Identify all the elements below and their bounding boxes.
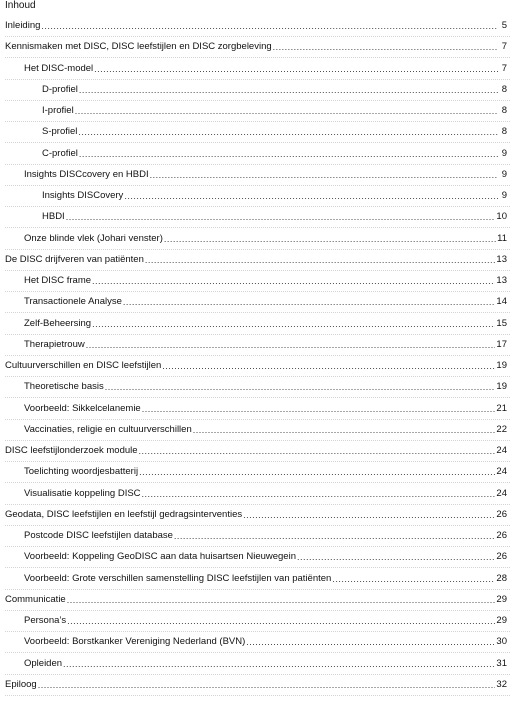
row-separator	[5, 482, 510, 483]
toc-entry[interactable]	[24, 403, 507, 415]
row-separator	[5, 142, 510, 143]
toc-entry[interactable]	[24, 63, 507, 75]
toc-entry[interactable]	[42, 148, 507, 160]
toc-entry-label: Visualisatie koppeling DISC	[24, 488, 141, 499]
toc-entry[interactable]	[24, 296, 507, 308]
toc-entry-label: Persona’s	[24, 615, 67, 626]
row-separator	[5, 270, 510, 271]
toc-entry-page-number: 30	[496, 636, 507, 647]
toc-entry-page-number: 9	[501, 190, 507, 201]
toc-entry-label: Zelf-Beheersing	[24, 318, 92, 329]
row-separator	[5, 610, 510, 611]
row-separator	[5, 355, 510, 356]
toc-entry[interactable]	[42, 211, 507, 223]
dot-leader	[67, 615, 495, 627]
dot-leader	[145, 254, 496, 266]
toc-entry[interactable]	[5, 360, 507, 372]
toc-entry-label: HBDI	[42, 211, 65, 222]
toc-entry-label: C-profiel	[42, 148, 78, 159]
toc-entry[interactable]	[24, 636, 507, 648]
toc-entry-page-number: 21	[496, 403, 507, 414]
dot-leader	[139, 466, 495, 478]
toc-entry-page-number: 15	[496, 318, 507, 329]
toc-entry[interactable]	[24, 573, 507, 585]
row-separator	[5, 440, 510, 441]
toc-entry[interactable]	[24, 530, 507, 542]
dot-leader	[246, 636, 495, 648]
toc-entry[interactable]	[24, 318, 507, 330]
toc-entry-page-number: 29	[496, 594, 507, 605]
dot-leader	[75, 105, 498, 117]
toc-entry-label: Onze blinde vlek (Johari venster)	[24, 233, 163, 244]
row-separator	[5, 461, 510, 462]
dot-leader	[63, 658, 495, 670]
toc-entry-label: Transactionele Analyse	[24, 296, 122, 307]
dot-leader	[86, 339, 496, 351]
dot-leader	[92, 275, 495, 287]
toc-entry-page-number: 7	[501, 41, 507, 52]
toc-entry-label: Geodata, DISC leefstijlen en leefstijl gedragsinterventies	[5, 509, 243, 520]
toc-entry-label: Insights DISCcovery en HBDI	[24, 169, 149, 180]
toc-entry[interactable]	[24, 233, 507, 245]
toc-entry[interactable]	[24, 275, 507, 287]
toc-entry-label: DISC leefstijlonderzoek module	[5, 445, 138, 456]
row-separator	[5, 57, 510, 58]
toc-entry[interactable]	[24, 658, 507, 670]
toc-entry-label: Therapietrouw	[24, 339, 85, 350]
toc-entry-page-number: 8	[501, 126, 507, 137]
dot-leader	[124, 190, 498, 202]
toc-entry[interactable]	[5, 679, 507, 691]
dot-leader	[38, 679, 496, 691]
dot-leader	[94, 63, 498, 75]
toc-entry-page-number: 26	[496, 530, 507, 541]
toc-entry[interactable]	[5, 445, 507, 457]
toc-entry[interactable]	[24, 488, 507, 500]
toc-entry-label: Vaccinaties, religie en cultuurverschillen	[24, 424, 192, 435]
toc-entry-page-number: 31	[496, 658, 507, 669]
toc-entry-page-number: 32	[496, 679, 507, 690]
dot-leader	[139, 445, 496, 457]
toc-entry-page-number: 5	[501, 20, 507, 31]
toc-entry-label: Kennismaken met DISC, DISC leefstijlen en DISC zorgbeleving	[5, 41, 272, 52]
toc-entry-page-number: 11	[497, 233, 507, 244]
dot-leader	[332, 573, 495, 585]
dot-leader	[78, 126, 498, 138]
row-separator	[5, 79, 510, 80]
toc-entry[interactable]	[24, 169, 507, 181]
toc-entry-page-number: 8	[501, 105, 507, 116]
dot-leader	[105, 381, 496, 393]
row-separator	[5, 504, 510, 505]
toc-entry-label: De DISC drijfveren van patiënten	[5, 254, 144, 265]
toc-entry-page-number: 13	[496, 254, 507, 265]
dot-leader	[193, 424, 496, 436]
toc-entry-label: Postcode DISC leefstijlen database	[24, 530, 173, 541]
toc-entry[interactable]	[24, 551, 507, 563]
row-separator	[5, 121, 510, 122]
toc-entry-page-number: 10	[496, 211, 507, 222]
toc-entry-label: D-profiel	[42, 84, 78, 95]
toc-entry[interactable]	[24, 381, 507, 393]
toc-entry-page-number: 19	[496, 360, 507, 371]
dot-leader	[174, 530, 496, 542]
toc-entry-label: Het DISC frame	[24, 275, 92, 286]
toc-entry-label: Communicatie	[5, 594, 66, 605]
toc-entry-label: Insights DISCovery	[42, 190, 124, 201]
toc-entry[interactable]	[5, 20, 507, 32]
dot-leader	[243, 509, 495, 521]
row-separator	[5, 249, 510, 250]
row-separator	[5, 334, 510, 335]
toc-entry-page-number: 22	[496, 424, 507, 435]
toc-entry-label: Inleiding	[5, 20, 41, 31]
row-separator	[5, 100, 510, 101]
dot-leader	[164, 233, 496, 245]
toc-entry-label: Toelichting woordjesbatterij	[24, 466, 139, 477]
toc-entry-label: Voorbeeld: Koppeling GeoDISC aan data huisartsen Nieuwegein	[24, 551, 296, 562]
toc-entry-label: Het DISC-model	[24, 63, 94, 74]
row-separator	[5, 546, 510, 547]
toc-entry[interactable]	[5, 254, 507, 266]
toc-entry-page-number: 24	[496, 488, 507, 499]
row-separator	[5, 36, 510, 37]
toc-entry[interactable]	[42, 84, 507, 96]
toc-entry-label: Voorbeeld: Sikkelcelanemie	[24, 403, 141, 414]
row-separator	[5, 589, 510, 590]
row-separator	[5, 631, 510, 632]
toc-entry[interactable]	[42, 190, 507, 202]
dot-leader	[142, 488, 496, 500]
toc-entry-label: S-profiel	[42, 126, 78, 137]
dot-leader	[150, 169, 498, 181]
toc-entry[interactable]	[24, 424, 507, 436]
row-separator	[5, 206, 510, 207]
dot-leader	[41, 20, 498, 32]
row-separator	[5, 674, 510, 675]
toc-entry[interactable]	[42, 126, 507, 138]
row-separator	[5, 376, 510, 377]
toc-entry[interactable]	[24, 339, 507, 351]
toc-entry-label: Opleiden	[24, 658, 63, 669]
dot-leader	[142, 403, 496, 415]
toc-title: Inhoud	[5, 0, 36, 11]
toc-entry-page-number: 24	[496, 445, 507, 456]
row-separator	[5, 291, 510, 292]
toc-entry-page-number: 29	[496, 615, 507, 626]
toc-entry-label: Cultuurverschillen en DISC leefstijlen	[5, 360, 162, 371]
toc-entry-label: Theoretische basis	[24, 381, 104, 392]
toc-entry-page-number: 28	[496, 573, 507, 584]
row-separator	[5, 419, 510, 420]
dot-leader	[273, 41, 498, 53]
toc-entry-page-number: 14	[496, 296, 507, 307]
toc-entry-label: Voorbeeld: Grote verschillen samenstelling DISC leefstijlen van patiënten	[24, 573, 332, 584]
dot-leader	[297, 551, 495, 563]
toc-entry-page-number: 8	[501, 84, 507, 95]
toc-entry-label: Epiloog	[5, 679, 37, 690]
row-separator	[5, 164, 510, 165]
toc-entry-page-number: 9	[501, 148, 507, 159]
dot-leader	[66, 211, 496, 223]
dot-leader	[79, 84, 498, 96]
dot-leader	[162, 360, 495, 372]
row-separator	[5, 227, 510, 228]
dot-leader	[79, 148, 498, 160]
toc-entry[interactable]	[24, 615, 507, 627]
toc-entry-page-number: 17	[496, 339, 507, 350]
toc-entry-page-number: 9	[501, 169, 507, 180]
toc-entry[interactable]	[42, 105, 507, 117]
toc-entry-page-number: 24	[496, 466, 507, 477]
toc-entry[interactable]	[5, 41, 507, 53]
row-separator	[5, 695, 510, 696]
toc-entry-page-number: 26	[496, 509, 507, 520]
dot-leader	[67, 594, 496, 606]
toc-entry-page-number: 13	[496, 275, 507, 286]
row-separator	[5, 525, 510, 526]
toc-entry-page-number: 19	[496, 381, 507, 392]
dot-leader	[92, 318, 495, 330]
row-separator	[5, 185, 510, 186]
toc-entry-page-number: 26	[496, 551, 507, 562]
row-separator	[5, 567, 510, 568]
toc-entry[interactable]	[5, 594, 507, 606]
row-separator	[5, 397, 510, 398]
toc-entry-label: Voorbeeld: Borstkanker Vereniging Nederland (BVN)	[24, 636, 246, 647]
toc-entry-page-number: 7	[501, 63, 507, 74]
dot-leader	[123, 296, 496, 308]
toc-entry[interactable]	[5, 509, 507, 521]
row-separator	[5, 312, 510, 313]
toc-entry[interactable]	[24, 466, 507, 478]
toc-entry-label: I-profiel	[42, 105, 74, 116]
row-separator	[5, 652, 510, 653]
